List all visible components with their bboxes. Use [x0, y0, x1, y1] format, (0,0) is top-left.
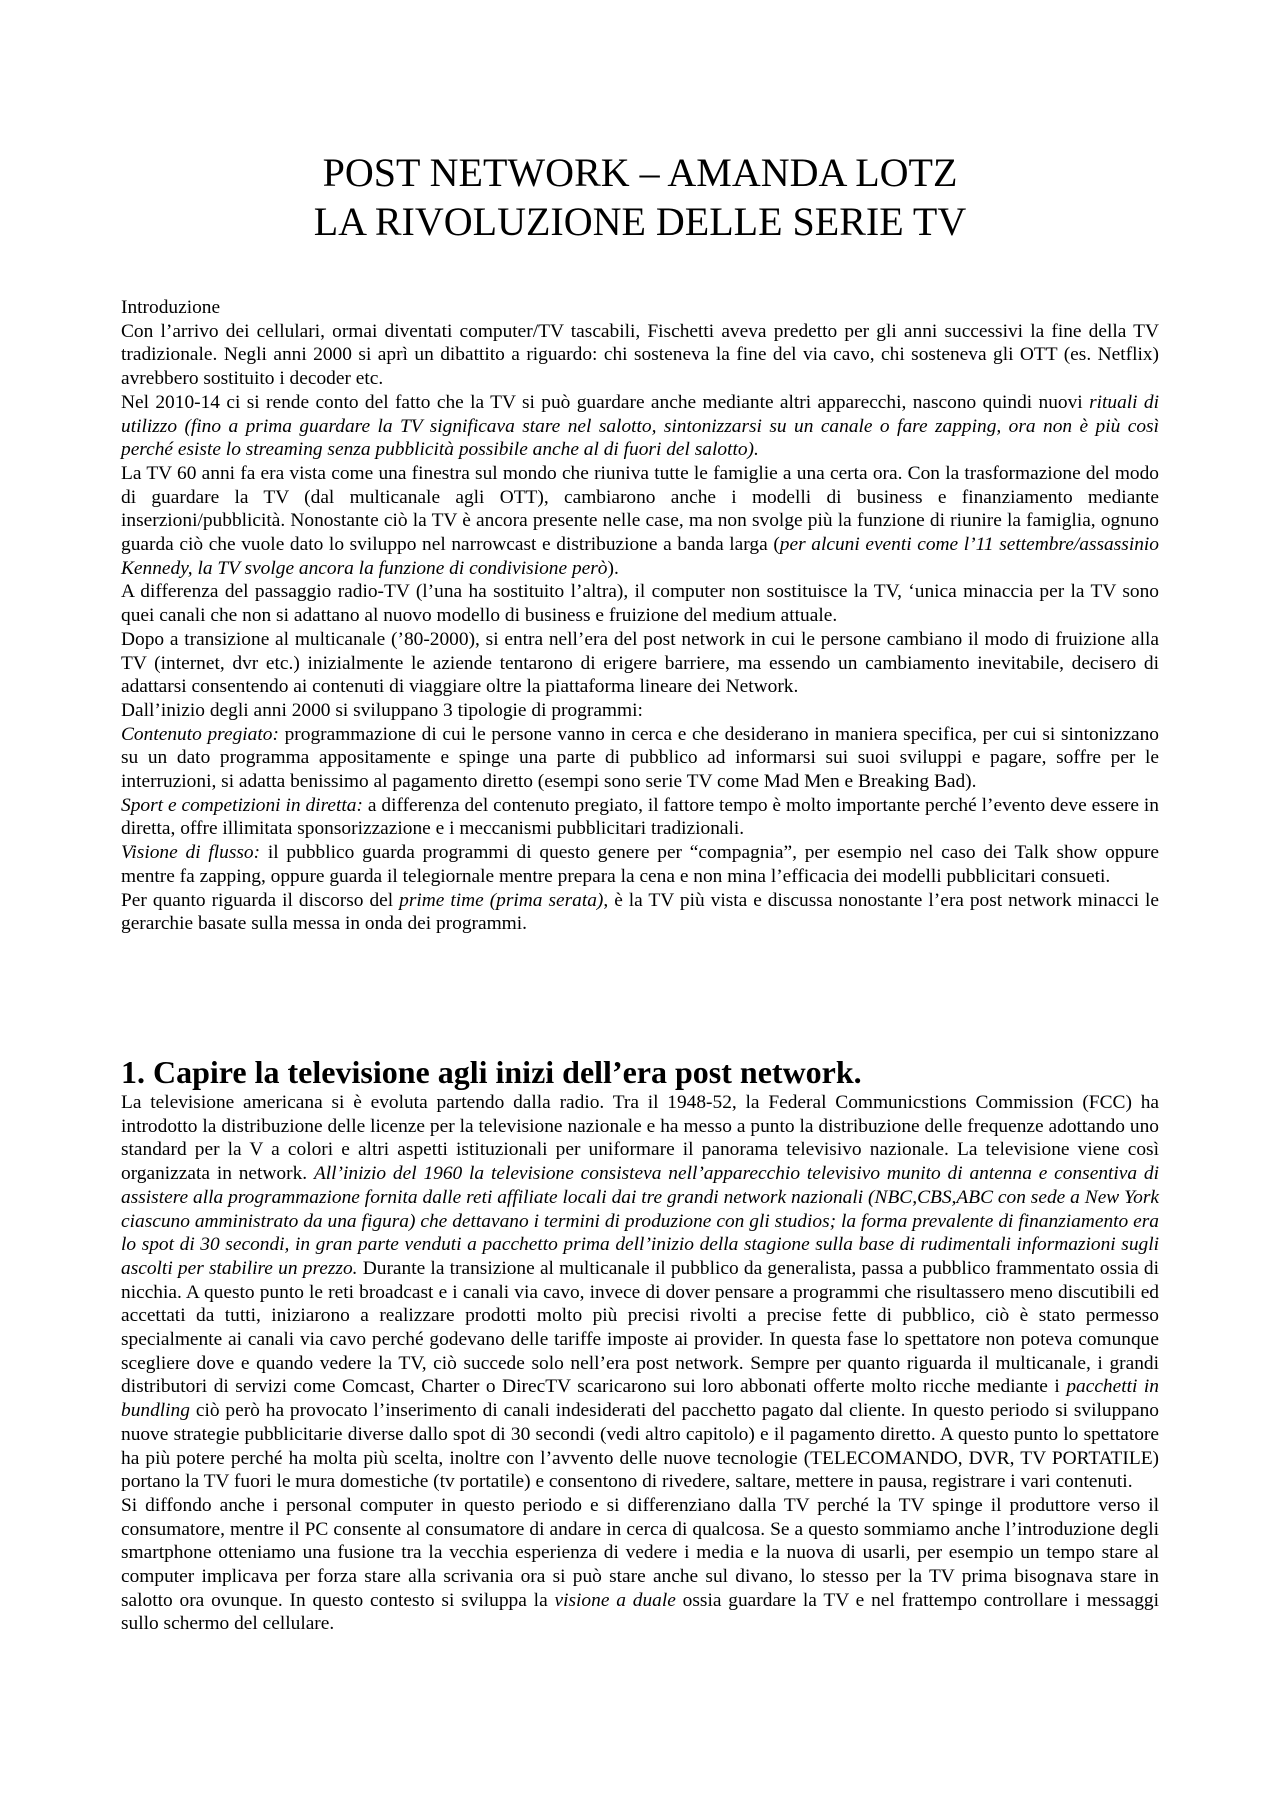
intro-paragraph	[121, 889, 1159, 936]
italic-run: All’inizio del 1960 la televisione consisteva nell’apparecchio televisivo munito di antenna e consentiva di assistere alla programmazione fornita dalle reti affiliate locali dai tre grandi network nazionali (NBC,CBS,ABC con sede a New York ciascuno amministrato da una figura) che dettavano i termini di produzione con gli studios; la forma prevalente di finanziamento era lo spot di 30 secondi, in gran parte venduti a pacchetto prima dell’inizio della stagione sulla base di rudimentali informazioni sugli ascolti per stabilire un prezzo.	[121, 1163, 1159, 1279]
text-run: ciò però ha provocato l’inserimento di canali indesiderati del pacchetto pagato dal cliente. In questo periodo si sviluppano nuove strategie pubblicitarie diverse dallo spot di 30 secondi (vedi altro capitolo) e il pagamento diretto. A questo punto lo spettatore ha più potere perché ha molta più scelta, inoltre con l’avvento delle nuove tecnologie (TELECOMANDO, DVR, TV PORTATILE) portano la TV fuori le mura domestiche (tv portatile) e consentono di rivedere, saltare, mettere in pausa, registrare i vari contenuti.	[121, 1400, 1159, 1493]
title-line-2: LA RIVOLUZIONE DELLE SERIE TV	[313, 199, 967, 244]
title-line-1: POST NETWORK – AMANDA LOTZ	[322, 150, 958, 195]
intro-paragraph	[121, 794, 1159, 841]
text-run: a differenza del contenuto pregiato, il fattore tempo è molto importante perché l’evento deve essere in diretta, offre illimitata sponsorizzazione e i meccanismi pubblicitari tradizionali.	[121, 794, 1159, 840]
intro-paragraph	[121, 391, 1159, 462]
chapter-1-section	[121, 1053, 1159, 1636]
italic-run: Sport e competizioni in diretta:	[121, 794, 363, 816]
text-run: La TV 60 anni fa era vista come una finestra sul mondo che riuniva tutte le famiglie a una certa ora. Con la trasformazione del modo di guardare la TV (dal multicanale agli OTT), cambiarono anche i modelli di business e finanziamento mediante inserzioni/pubblicità. Nonostante ciò la TV è ancora presente nelle case, ma non svolge più la funzione di riunire la famiglia, ognuno guarda ciò che vuole dato lo sviluppo nel narrowcast e distribuzione a banda larga (	[121, 462, 1159, 556]
italic-run: rituali di utilizzo (fino a prima guardare la TV significava stare nel salotto, sintonizzarsi su un canale o fare zapping, ora non è più così perché esiste lo streaming senza pubblicità possibile anche al di fuori del salotto).	[121, 391, 1159, 461]
intro-heading: Introduzione	[121, 297, 221, 318]
italic-run: prime time (prima serata)	[399, 889, 604, 911]
text-run: ossia guardare la TV e nel frattempo controllare i messaggi sullo schermo del cellulare.	[121, 1589, 1159, 1635]
text-run: Per quanto riguarda il discorso del	[121, 889, 400, 911]
intro-paragraph: Dopo a transizione al multicanale (’80-2000), si entra nell’era del post network in cui le persone cambiano il modo di fruizione alla TV (internet, dvr etc.) inizialmente le aziende tentarono di erigere barriere, ma essendo un cambiamento inevitabile, decisero di adattarsi consentendo ai contenuti di viaggiare oltre la piattaforma lineare dei Network.	[121, 628, 1159, 698]
chapter-title: 1. Capire la televisione agli inizi dell’era post network.	[121, 1054, 862, 1090]
intro-paragraph: Dall’inizio degli anni 2000 si sviluppano 3 tipologie di programmi:	[121, 699, 643, 721]
text-run: , è la TV più vista e discussa nonostante l’era post network minacci le gerarchie basate sulla messa in onda dei programmi.	[121, 889, 1160, 935]
text-run: ).	[607, 557, 619, 579]
text-run: La televisione americana si è evoluta partendo dalla radio. Tra il 1948-52, la Federal Communicstions Commission (FCC) ha introdotto la distribuzione delle licenze per la televisione nazionale e ha messo a punto la distribuzione delle frequenze adottando uno standard per la V a colori e altri aspetti istituzionali per uniformare il panorama televisivo nazionale. La televisione viene così organizzata in network.	[121, 1092, 1159, 1185]
text-run: programmazione di cui le persone vanno in cerca e che desiderano in maniera specifica, per cui si sintonizzano su un dato programma appositamente e spinge una parte di pubblico ad informarsi sui suoi sviluppi e pagare, soffre per le interruzioni, si adatta benissimo al pagamento diretto (esempi sono serie TV come Mad Men e Breaking Bad).	[121, 723, 1159, 793]
text-run: Nel 2010-14 ci si rende conto del fatto che la TV si può guardare anche mediante altri apparecchi, nascono quindi nuovi	[121, 391, 1090, 413]
intro-paragraph: Con l’arrivo dei cellulari, ormai diventati computer/TV tascabili, Fischetti aveva predetto per gli anni successivi la fine della TV tradizionale. Negli anni 2000 si aprì un dibattito a riguardo: chi sosteneva la fine del via cavo, chi sosteneva gli OTT (es. Netflix) avrebbero sostituito i decoder etc.	[121, 320, 1159, 390]
italic-run: per alcuni eventi come l’11 settembre/assassinio Kennedy, la TV svolge ancora la funzione di condivisione però	[121, 534, 1159, 579]
document-title	[120, 148, 1160, 246]
italic-run: Contenuto pregiato:	[121, 723, 279, 745]
chapter-paragraph	[121, 1091, 1159, 1494]
text-run: Durante la transizione al multicanale il pubblico da generalista, passa a pubblico frammentato ossia di nicchia. A questo punto le reti broadcast e i canali via cavo, invece di dover pensare a programmi che risultassero meno discutibili ed accettati da tutti, iniziarono a realizzare prodotti molto più precisi rivolti a precise fette di pubblico, ciò è stato permesso specialmente ai canali via cavo perché godevano delle tariffe imposte ai provider. In questa fase lo spettatore non poteva comunque scegliere dove e quando vedere la TV, ciò succede solo nell’era post network. Sempre per quanto riguarda il multicanale, i grandi distributori di servizi come Comcast, Charter o DirecTV scaricarono sui loro abbonati offerte molto ricche mediante i	[121, 1257, 1159, 1398]
chapter-paragraph	[121, 1494, 1159, 1636]
text-run: Si diffondo anche i personal computer in questo periodo e si differenziano dalla TV perché la TV spinge il produttore verso il consumatore, mentre il PC consente al consumatore di andare in cerca di qualcosa. Se a questo sommiamo anche l’introduzione degli smartphone otteniamo una fusione tra la vecchia esperienza di vedere i media e la nuova di usarli, per esempio un tempo stare al computer implicava per forza stare alla scrivania ora si può stare anche sul divano, lo stesso per la TV prima bisognava stare in salotto ora ovunque. In questo contesto si sviluppa la	[121, 1494, 1159, 1611]
italic-run: pacchetti in bundling	[121, 1376, 1160, 1422]
intro-paragraph	[121, 462, 1159, 581]
intro-paragraph	[121, 841, 1159, 888]
intro-paragraph	[121, 723, 1159, 794]
intro-section	[121, 296, 1159, 936]
italic-run: Visione di flusso:	[121, 842, 261, 864]
intro-paragraph: A differenza del passaggio radio-TV (l’una ha sostituito l’altra), il computer non sostituisce la TV, ‘unica minaccia per la TV sono quei canali che non si adattano al nuovo modello di business e fruizione del medium attuale.	[121, 581, 1159, 627]
text-run: il pubblico guarda programmi di questo genere per “compagnia”, per esempio nel caso dei Talk show oppure mentre fa zapping, oppure guarda il telegiornale mentre prepara la cena e non mina l’efficacia dei modelli pubblicitari consueti.	[121, 842, 1159, 887]
italic-run: visione a duale	[554, 1589, 676, 1611]
